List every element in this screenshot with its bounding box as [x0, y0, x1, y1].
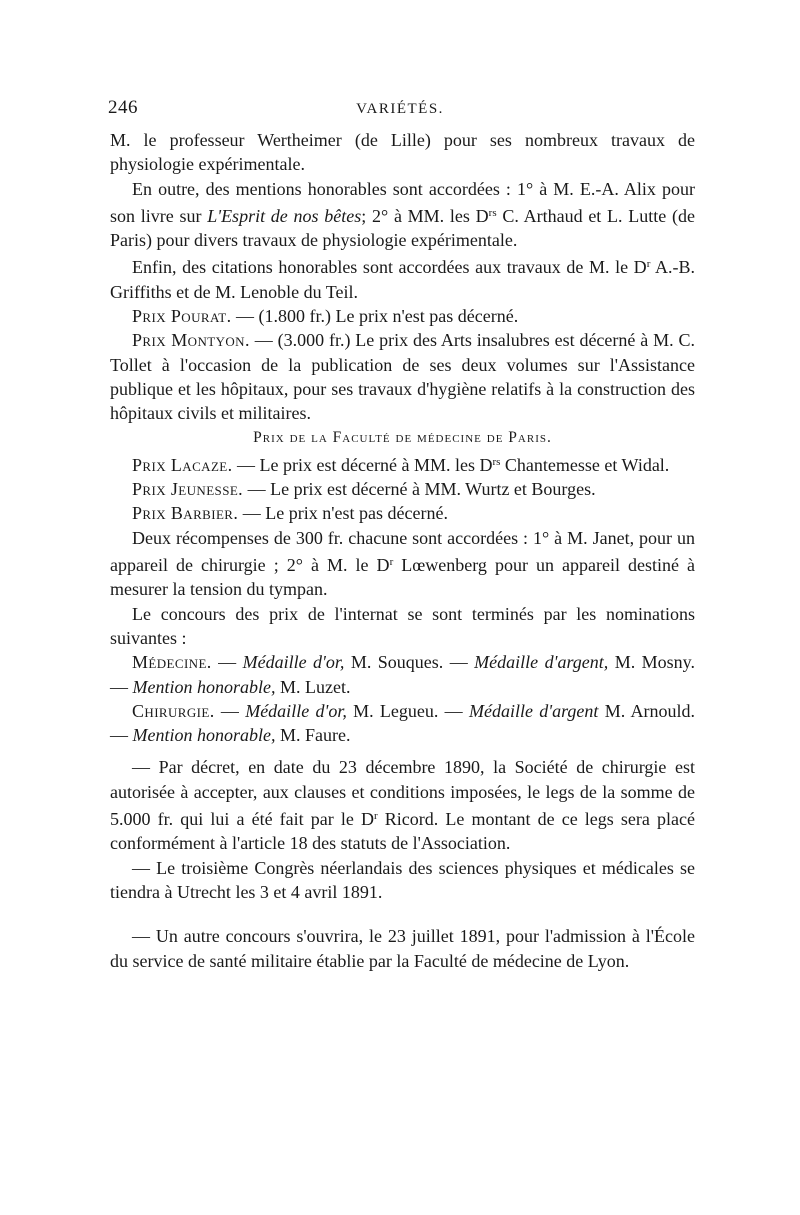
paragraph-text: C. Arthaud et L. Lutte (de Paris) pour divers travaux de physiologie expérimentale. — [110, 205, 695, 251]
paragraph-recompenses — [110, 526, 695, 602]
paragraph-prix-lacaze — [110, 450, 695, 477]
paragraph-text: M. Faure. — [275, 725, 351, 746]
prize-label: Prix Montyon. — [132, 330, 250, 351]
spacer — [110, 904, 695, 924]
paragraph-text: Ricord. Le montant de ce legs sera placé conformément à l'article 18 des statuts de l'Association. — [110, 809, 695, 854]
paragraph-text: Enfin, des citations honorables sont accordées aux travaux de M. le D — [132, 257, 647, 278]
award-name: Médaille d'or, — [245, 700, 347, 721]
paragraph-internat — [110, 602, 695, 651]
paragraph-wertheimer — [110, 128, 695, 177]
superscript: r — [373, 810, 378, 823]
award-name: Médaille d'argent, — [474, 652, 609, 673]
paragraph-congres — [110, 856, 695, 905]
running-header: VARIÉTÉS. — [356, 101, 444, 117]
superscript: rs — [492, 455, 501, 468]
paragraph-text: — — [214, 700, 246, 721]
award-name: Mention honorable, — [132, 725, 276, 746]
paragraph-text: Lœwenberg pour un appareil destiné à mesurer la tension du tympan. — [110, 555, 696, 600]
paragraph-prix-jeunesse — [110, 477, 695, 501]
paragraph-text: M. Souques. — — [344, 652, 475, 673]
superscript: r — [389, 556, 394, 569]
paragraph-text: — Par décret, en date du 23 décembre 1890, la Société de chirurgie est autorisée à accepter, aux clauses et conditions imposées, le legs de la somme de 5.000 fr. qui lui a été fait par le D — [110, 757, 695, 830]
paragraph-text: Chantemesse et Widal. — [500, 454, 670, 475]
page-body — [110, 128, 695, 973]
paragraph-decret — [110, 755, 695, 855]
paragraph-text: A.-B. Griffiths et de M. Lenoble du Teil. — [110, 257, 695, 302]
paragraph-concours — [110, 924, 695, 973]
paragraph-text: Le concours des prix de l'internat se sont terminés par les nominations suivantes : — [110, 603, 695, 648]
paragraph-text: M. le professeur Wertheimer (de Lille) pour ses nombreux travaux de physiologie expérimentale. — [110, 130, 695, 175]
award-name: Médaille d'or, — [242, 652, 345, 673]
prize-label: Prix Jeunesse. — [132, 479, 244, 500]
section-heading: Prix de la Faculté de médecine de Paris. — [253, 428, 552, 446]
paragraph-text: — (3.000 fr.) Le prix des Arts insalubres est décerné à M. C. Tollet à l'occasion de la publication de ses deux volumes sur l'Assistance publique et les hôpitaux, pour ses travaux d'hygiène relatifs à la construction des hôpitaux civils et militaires. — [110, 330, 695, 424]
paragraph-text: M. Legueu. — — [346, 700, 469, 721]
award-name: Médaille d'argent — [468, 700, 599, 721]
paragraph-honorable-mentions — [110, 177, 695, 253]
paragraph-text: — Le prix est décerné à MM. les D — [232, 454, 493, 475]
paragraph-text: — Un autre concours s'ouvrira, le 23 juillet 1891, pour l'admission à l'École du service de santé militaire établie par la Faculté de médecine de Lyon. — [110, 926, 695, 971]
prize-label: Prix Pourat. — [132, 306, 232, 327]
paragraph-text: — Le prix n'est pas décerné. — [238, 503, 448, 524]
paragraph-prix-montyon — [110, 328, 695, 425]
paragraph-chirurgie — [110, 699, 695, 748]
prize-label: Prix Lacaze. — [132, 454, 233, 475]
superscript: r — [646, 258, 651, 271]
paragraph-text: — (1.800 fr.) Le prix n'est pas décerné. — [231, 306, 519, 327]
paragraph-medecine — [110, 650, 695, 699]
category-label: Médecine. — [132, 652, 212, 673]
paragraph-text: — — [211, 652, 243, 673]
paragraph-prix-barbier — [110, 501, 695, 525]
page-number: 246 — [108, 97, 138, 118]
prize-label: Prix Barbier. — [132, 503, 239, 524]
category-label: Chirurgie. — [132, 700, 215, 721]
paragraph-text: En outre, des mentions honorables sont accordées : 1° à M. E.-A. Alix pour son livre sur — [110, 178, 695, 226]
paragraph-text: M. Arnould. — — [110, 700, 696, 746]
paragraph-text: Deux récompenses de 300 fr. chacune sont accordées : 1° à M. Janet, pour un appareil de chirurgie ; 2° à M. le D — [110, 527, 695, 576]
paragraph-text: M. Luzet. — [275, 676, 351, 697]
paragraph-prix-pourat — [110, 304, 695, 328]
paragraph-text: — Le prix est décerné à MM. Wurtz et Bourges. — [243, 479, 596, 500]
paragraph-text: — Le troisième Congrès néerlandais des sciences physiques et médicales se tiendra à Utrecht les 3 et 4 avril 1891. — [110, 857, 695, 902]
award-name: Mention honorable, — [132, 676, 276, 697]
paragraph-citations — [110, 252, 695, 304]
book-title: L'Esprit de nos bêtes — [207, 205, 362, 226]
spacer — [110, 747, 695, 755]
superscript: rs — [488, 206, 497, 219]
paragraph-text: M. Mosny. — — [110, 652, 695, 697]
paragraph-text: ; 2° à MM. les D — [361, 205, 489, 226]
